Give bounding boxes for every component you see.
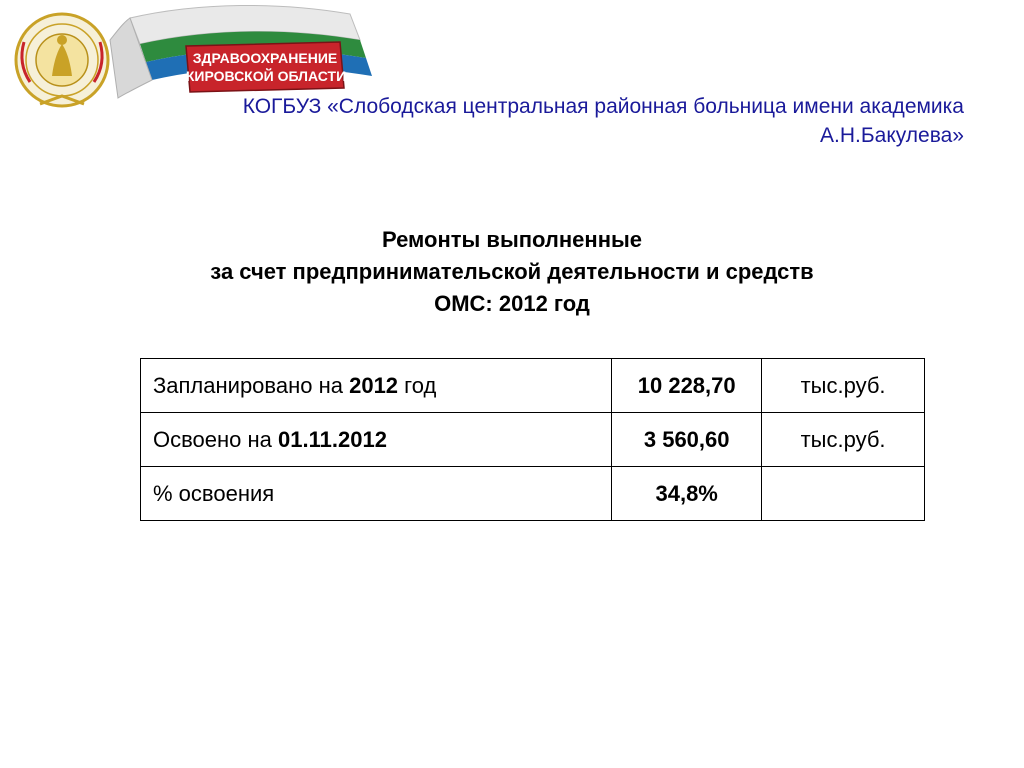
table-row-planned [141, 359, 925, 413]
row-label [141, 413, 612, 467]
page-title [0, 224, 1024, 320]
label-bold: 01.11.2012 [278, 426, 387, 452]
label-prefix: % освоения [153, 480, 275, 506]
label-suffix: год [398, 372, 437, 398]
table-row-spent [141, 413, 925, 467]
organization-name-line2: А.Н.Бакулева» [820, 124, 964, 147]
row-value: 34,8% [612, 467, 762, 521]
row-unit [762, 467, 925, 521]
row-unit: тыс.руб. [762, 413, 925, 467]
row-value: 10 228,70 [612, 359, 762, 413]
row-value: 3 560,60 [612, 413, 762, 467]
repairs-table [140, 358, 925, 521]
banner-text-line1: ЗДРАВООХРАНЕНИЕ [192, 50, 338, 66]
table-row-percent [141, 467, 925, 521]
title-line1: Ремонты выполненные [381, 227, 643, 252]
row-label [141, 359, 612, 413]
organization-name [144, 92, 964, 150]
banner-plate [186, 42, 346, 92]
banner-text-line2: КИРОВСКОЙ ОБЛАСТИ [185, 68, 347, 84]
emblem-icon [16, 14, 108, 106]
row-unit: тыс.руб. [762, 359, 925, 413]
label-bold: 2012 [349, 372, 399, 398]
title-line3: ОМС: 2012 год [434, 291, 590, 316]
organization-name-line1: КОГБУЗ «Слободская центральная районная больница имени академика [242, 95, 964, 118]
label-prefix: Освоено на [153, 426, 279, 452]
row-label [141, 467, 612, 521]
title-line2: за счет предпринимательской деятельности и средств [210, 259, 814, 284]
label-prefix: Запланировано на [153, 372, 350, 398]
